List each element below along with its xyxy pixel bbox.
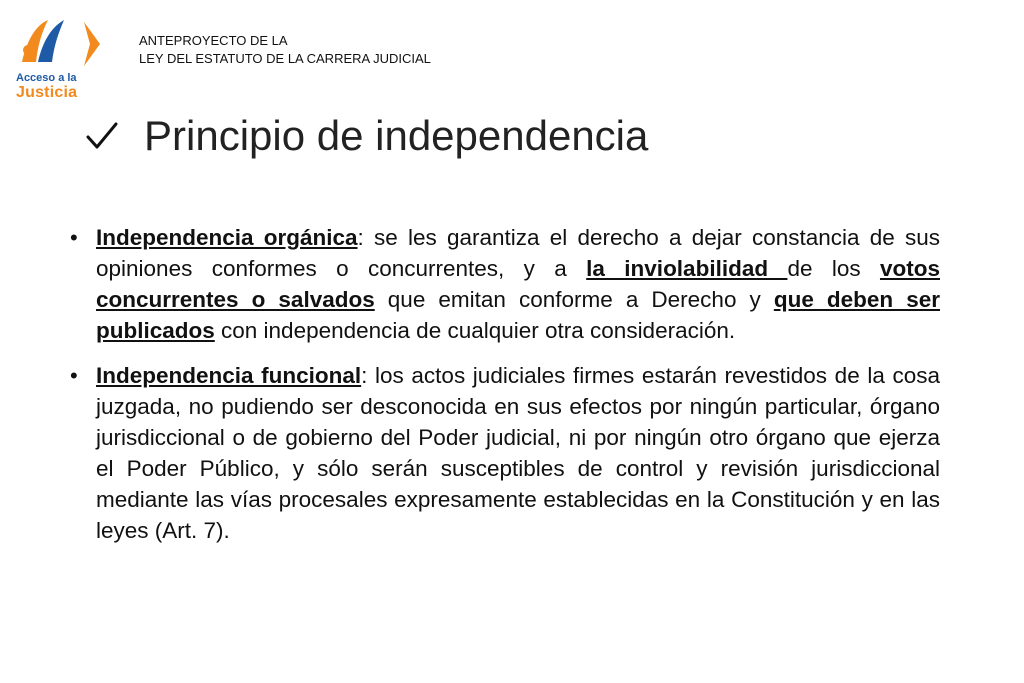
bullet-functional-independence — [70, 360, 940, 546]
slide-title: Principio de independencia — [144, 112, 649, 159]
text-segment: con independencia de cualquier otra consideración. — [214, 318, 736, 343]
text-segment: que emitan conforme a Derecho y — [374, 287, 774, 312]
logo-text-line1: Acceso a la — [16, 72, 77, 84]
header-line1: ANTEPROYECTO DE LA — [139, 33, 288, 48]
term-functional-independence: Independencia funcional — [96, 363, 362, 388]
bullet-text — [96, 360, 940, 546]
acceso-justicia-logo — [8, 14, 108, 100]
checkmark-icon — [84, 118, 120, 154]
text-segment: : los actos judiciales firmes estarán revestidos de la cosa juzgada, no pudiendo ser desconocida en sus efectos por ningún particular, órgano jurisdiccional o de gobierno del Poder judicial, ni por ningún otro órgano que ejerza el Poder Público, y sólo serán susceptibles de control y revisión jurisdiccional mediante las vías procesales expresamente establecidas en la Constitución y en las leyes (Art. 7). — [96, 363, 940, 543]
slide-title-row — [84, 108, 648, 164]
term-organic-independence: Independencia orgánica — [96, 225, 358, 250]
logo-text-line2: Justicia — [16, 84, 78, 101]
text-segment: de los — [787, 256, 880, 281]
term-votes: votos concurrentes o salvados — [96, 256, 940, 312]
bullet-organic-independence — [70, 222, 940, 346]
document-header — [139, 32, 431, 68]
term-published: que deben ser publicados — [96, 287, 941, 343]
bullet-text — [96, 222, 940, 346]
logo-mark-icon — [8, 14, 108, 74]
bullet-list — [70, 222, 940, 560]
bullet-dot-icon: • — [70, 225, 78, 250]
text-segment: : se les garantiza el derecho a dejar constancia de sus opiniones conformes o concurrentes, y a — [96, 225, 940, 281]
bullet-dot-icon: • — [70, 363, 78, 388]
term-inviolability: la inviolabilidad — [586, 256, 788, 281]
header-line2: LEY DEL ESTATUTO DE LA CARRERA JUDICIAL — [139, 51, 431, 66]
